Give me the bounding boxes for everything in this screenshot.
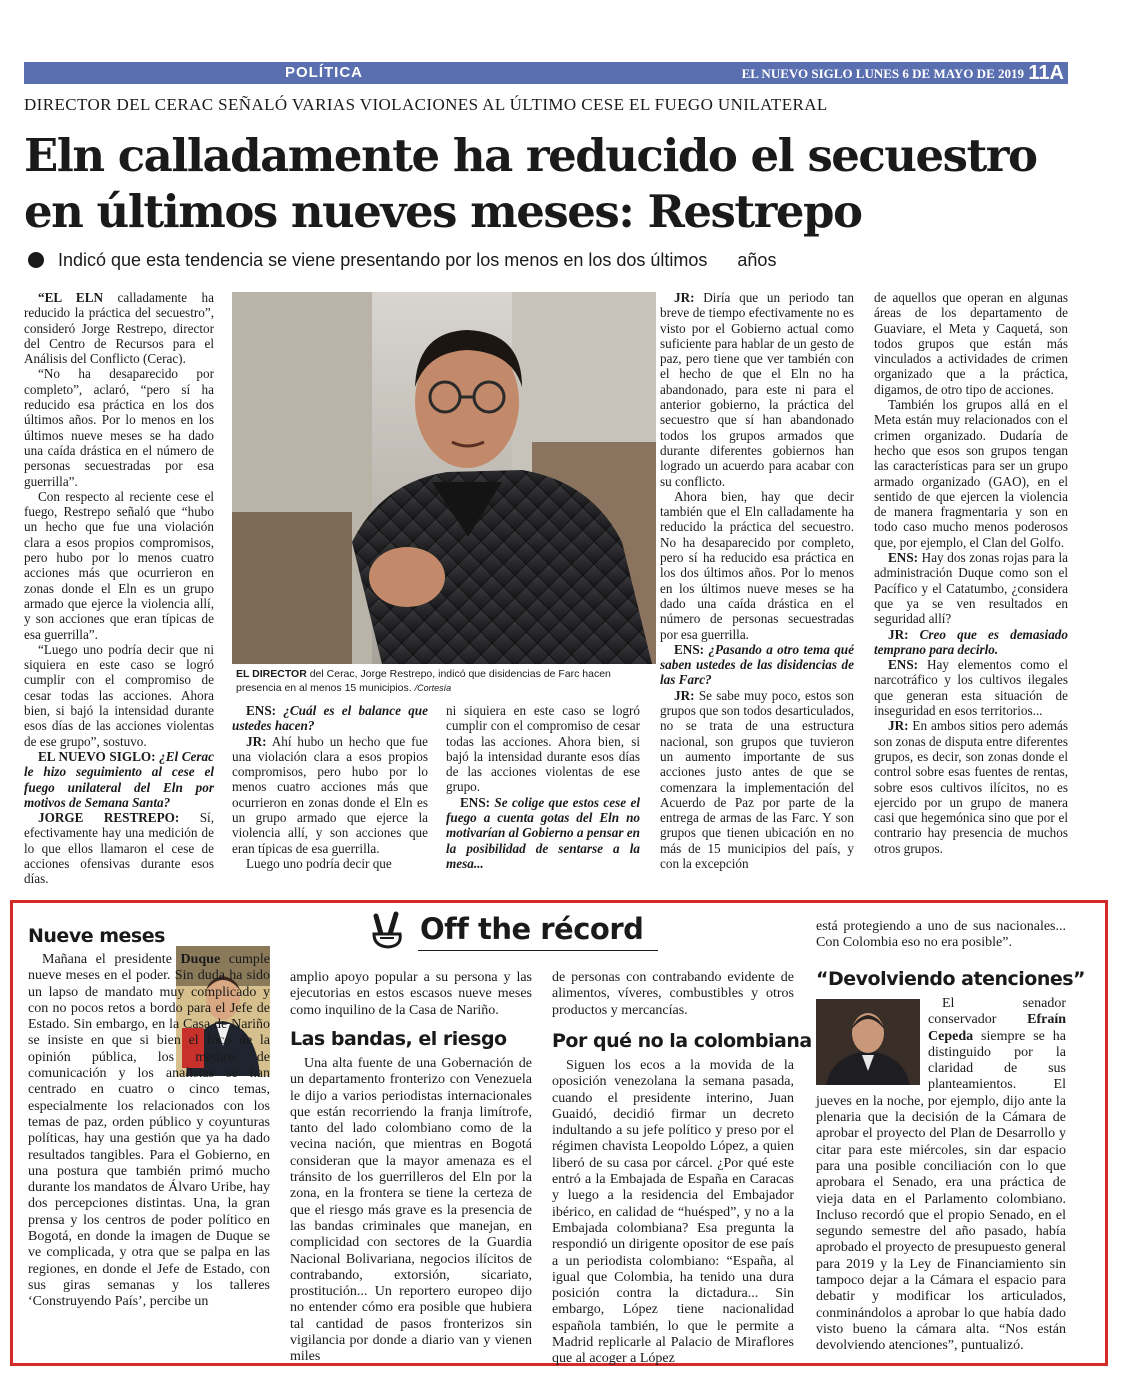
nueve-meses-heading: Nueve meses xyxy=(28,925,165,947)
speaker-tag: EL NUEVO SIGLO: xyxy=(38,748,156,764)
off-the-record-title: Off the récord xyxy=(420,912,644,946)
paragraph xyxy=(24,290,214,366)
speaker-tag: ENS: xyxy=(674,641,705,657)
question xyxy=(232,703,428,734)
bandas-heading: Las bandas, el riesgo xyxy=(290,1028,507,1050)
answer xyxy=(660,290,854,489)
speaker-tag: JORGE RESTREPO: xyxy=(38,810,180,826)
paragraph-text: El senador conservador xyxy=(928,996,1066,1028)
speaker-tag: JR: xyxy=(888,718,909,734)
speaker-tag: ENS: xyxy=(460,794,491,810)
question xyxy=(874,550,1068,626)
page-number: 11A xyxy=(1028,62,1064,84)
question-text: ¿El Cerac le hizo seguimiento al cese el fuego unilateral del Eln por motivos de Semana Santa? xyxy=(24,748,214,810)
answer-text: Ahí hubo un hecho que fue una violación clara a esos propios compromisos, pero hubo por lo menos cuatro acciones más que ocurrieron en zonas donde el Eln es un grupo armado que ejerce la violencia allí, y son acciones que eran típicas de esa guerrilla. xyxy=(232,733,428,856)
section-banner xyxy=(24,62,1068,84)
answer xyxy=(874,718,1068,856)
paragraph: Luego uno podría decir que xyxy=(246,855,392,871)
paragraph-text: Mañana el presidente xyxy=(42,952,181,967)
bandas-text xyxy=(290,1056,532,1365)
title-rule xyxy=(418,950,658,951)
article-headline: Eln calladamente ha reducido el secuestro en últimos nueves meses: Restrepo xyxy=(24,129,1037,238)
bandas-continued xyxy=(552,970,794,1020)
atenciones-text xyxy=(816,996,1066,1354)
speaker-tag: ENS: xyxy=(888,657,919,673)
colombiana-heading: Por qué no la colombiana xyxy=(552,1030,812,1052)
article-kicker: DIRECTOR DEL CERAC SEÑALÓ VARIAS VIOLACIONES AL ÚLTIMO CESE EL FUEGO UNILATERAL xyxy=(24,95,828,114)
article-column-2 xyxy=(232,703,428,879)
paragraph: de personas con contrabando evidente de alimentos, víveres, combustibles y otros productos y mercancías. xyxy=(552,970,794,1018)
speaker-tag: ENS: xyxy=(246,703,277,718)
article-column-5 xyxy=(874,290,1068,878)
article-lede xyxy=(28,250,776,271)
section-name: POLÍTICA xyxy=(285,64,363,81)
paragraph xyxy=(28,952,270,1311)
answer xyxy=(660,688,854,872)
answer xyxy=(874,627,1068,658)
question-text: ¿Cuál es el balance que ustedes hacen? xyxy=(232,703,428,734)
question xyxy=(24,749,214,810)
article-column-3 xyxy=(446,703,640,879)
answer-text: Diría que un periodo tan breve de tiempo efectivamente no es visto por el Gobierno actual como suficiente para hablar de un gesto de paz, pero tiene que ver también con el hecho de que el Eln no ha abandonado, para este ni para el anterior gobierno, la práctica del secuestro que sí han abandonado todos los grupos armados que durante diferentes gobiernos han logrado un acuerdo para acabar con su conflicto. xyxy=(660,290,854,489)
paragraph: Una alta fuente de una Gobernación de un departamento fronterizo con Venezuela le dijo a varios periodistas internacionales que están recorriendo la franja limítrofe, tanto del lado colombiano como de la vecina nación, que mientras en Bogotá consideran que la mayor amenaza es el tránsito de los guerrilleros del Eln por la zona, en la frontera se tiene la certeza de que el riesgo más grave es la presencia de las bandas criminales que manejan, en complicidad con sectores de la Guardia Nacional Bolivariana, negocios ilícitos de contrabando, extorsión, sicariato, prostitución... Un reportero europeo dijo no entender cómo era posible que hubiera tal cantidad de pasos fronterizos sin vigilancia por donde a diario van y vienen miles xyxy=(290,1056,532,1365)
photo-caption xyxy=(236,667,656,695)
paragraph-text: siempre se ha distinguido por la claridad de sus planteamientos. El jueves en la noche, por ejemplo, dijo ante la plenaria que la decisión de la Cámara de aprobar el proyecto del Plan de Desarrollo y citar para este miércoles, sin dar espacio para una posible conciliación con lo que aprobara el Senado, era una práctica de vieja data en el Parlamento colombiano. Incluso recordó que el propio Senado, en el segundo semestre del año pasado, había aprobado el proyecto de presupuesto general para 2019 y la Ley de Financiamiento sin tampoco dejar a la Cámara el espacio para debatir y modificar los articulados, conminándolos a aprobar lo que había dado visto bueno la cámara alta. “Nos están devolviendo atenciones”, puntualizó. xyxy=(816,1028,1066,1354)
question-text: Hay dos zonas rojas para la administración Duque como son el Pacífico y el Catatumbo, ¿considera que ya se ven resultados en seguridad allí? xyxy=(874,550,1068,627)
answer-text: En ambos sitios pero además son zonas de disputa entre diferentes grupos, es decir, son zonas donde el control sobre esas fuentes de rentas, sobre esos cultivos ilícitos, no es ejercido por un grupo de manera casi que hegemónica sino que por el contrario hay presencia de muchos otros grupos. xyxy=(874,718,1068,856)
answer-text: Sí, efectivamente hay una medición de lo que ellos llamaron el cese de acciones ofensivas durante esos días. xyxy=(24,810,215,887)
article-column-4 xyxy=(660,290,854,878)
paragraph-text: cumple nueve meses en el poder. Sin duda ha sido un lapso de mandato muy complicado y con no pocos retos a bordo para el Jefe de Estado. Sin embargo, en la Casa de Nariño se insiste en que si bien el foco de la opinión pública, los medios de comunicación y los analistas se han centrado en cuatro o cinco temas, especialmente los relacionados con los temas de paz, orden público y coyunturas políticas, hay una gestión que ya ha dado resultados tangibles. Para el Gobierno, en una postura que también primó mucho durante los mandatos de Álvaro Uribe, hay dos percepciones distintas. Una, la gran prensa y los centros de poder político en Bogotá, en donde la imagen de Duque se ve complicada, y otra que se palpa en las regiones, en donde el Jefe de Estado, con sus giras semanas y los talleres ‘Construyendo País’, percibe un xyxy=(28,952,270,1310)
speaker-tag: JR: xyxy=(888,626,909,642)
off-the-record-header xyxy=(366,910,666,950)
paragraph: ni siquiera en este caso se logró cumplir con el compromiso de cesar todas las acciones. Ahora bien, si bajó la intensidad durante esos días de las acciones violentas de ese grupo. xyxy=(446,703,640,795)
question-text: ¿Pasando a otro tema qué saben ustedes de las disidencias de las Farc? xyxy=(660,641,854,688)
paragraph: Siguen los ecos a la movida de la oposición venezolana la semana pasada, cuando el presidente interino, Juan Guaidó, decidió firmar un decreto indultando a su jefe político y preso por el régimen chavista Leopoldo López, a quien liberó de su casa por cárcel. ¿Por qué este entró a la Embajada de España en Caracas y luego a la residencia del Embajador ibérico, en calidad de “huésped”, y no a la Embajada colombiana? Esa pregunta la respondió un dirigente opositor de ese país a un periodista colombiano: “España, al igual que Colombia, ha tenido una dura posición contra la dictadura... Sin embargo, López tiene nacionalidad española también, lo que le permite a Madrid replicarle al Palacio de Miraflores que al acoger a López xyxy=(552,1058,794,1367)
caption-lead: EL DIRECTOR xyxy=(236,668,307,680)
caption-text: del Cerac, Jorge Restrepo, indicó que disidencias de Farc hacen presencia en al menos 15 municipios. xyxy=(236,668,611,694)
person-name: Duque xyxy=(180,952,221,967)
answer xyxy=(24,810,214,886)
bullet-icon xyxy=(28,252,44,268)
portrait-illustration xyxy=(232,292,656,664)
photo-jorge-restrepo xyxy=(232,292,656,664)
speaker-tag: ENS: xyxy=(888,550,919,566)
answer-text: Se sabe muy poco, estos son grupos que son todos desarticulados, no se trata de una estructura nacional, son grupos que tuvieron un aumento importante de sus acciones justo antes de que se comenzara la implementación del Acuerdo de Paz por parte de la entrega de armas de las Farc. Y son grupos que tienen ubicación en no más de 15 municipios del país, y con la excepción xyxy=(660,687,854,871)
peace-hand-icon xyxy=(366,910,410,950)
paragraph: de aquellos que operan en algunas áreas de los departamento de Guaviare, el Meta y Caquetá, son todos grupos que están más vinculados a actividades de crimen organizado que a la práctica, digamos, de otro tipo de acciones. xyxy=(874,290,1068,397)
answer xyxy=(232,734,428,856)
paragraph: “Luego uno podría decir que ni siquiera en este caso se logró cumplir con el compromiso de cesar todas las acciones. Ahora bien, si bajó la intensidad durante esos días de las acciones violentas de ese grupo”, sostuvo. xyxy=(24,641,214,749)
question xyxy=(874,657,1068,718)
photo-float-spacer xyxy=(816,996,928,1090)
paragraph: está protegiendo a uno de sus nacionales... Con Colombia eso no era posible”. xyxy=(816,919,1066,951)
masthead-date: EL NUEVO SIGLO LUNES 6 DE MAYO DE 2019 xyxy=(741,66,1024,81)
question xyxy=(446,795,640,871)
paragraph: “No ha desaparecido por completo”, aclaró, “pero sí ha reducido esa práctica en los dos últimos años. Por lo menos en los últimos nueve meses se ha dado una caída drástica en el número de personas secuestradas por esa guerrilla”. xyxy=(24,366,214,489)
speaker-tag: JR: xyxy=(674,687,695,703)
colombiana-continued xyxy=(816,919,1066,955)
article-column-1 xyxy=(24,290,215,887)
paragraph-text: calladamente ha reducido la práctica del secuestro”, consideró Jorge Restrepo, director del Centro de Recursos para el Análisis del Conflicto (Cerac). xyxy=(24,290,214,367)
speaker-tag: JR: xyxy=(674,290,695,305)
photo-credit: /Cortesía xyxy=(414,683,452,693)
answer-text: Creo que es demasiado temprano para decirlo. xyxy=(874,626,1068,657)
person-name: Efraín Cepeda xyxy=(928,1012,1066,1044)
paragraph: Ahora bien, hay que decir también que el Eln calladamente ha reducido la práctica del secuestro. No ha desaparecido por completo, pero sí ha reducido esa práctica en los dos últimos años. Por lo menos en los últimos nueve meses se ha dado una caída drástica en el número de personas secuestradas por esa guerrilla. xyxy=(660,488,854,642)
question-text: Se colige que estos cese el fuego a cuenta gotas del Eln no motivarían al Gobierno a pensar en la posibilidad de sentarse a la mesa... xyxy=(446,794,640,871)
lede-text: Indicó que esta tendencia se viene presentando por los menos en los dos últimos años xyxy=(58,250,777,270)
speaker-tag: JR: xyxy=(246,733,267,749)
question xyxy=(660,642,854,688)
lead-in: “EL ELN xyxy=(38,290,104,305)
atenciones-heading: “Devolviendo atenciones” xyxy=(816,968,1086,990)
paragraph: También los grupos allá en el Meta están muy relacionados con el crimen organizado. Dudaría de hecho que esos son grupos tengan las características para ser un grupo armado organizado (GAO), en el sentido de que ejercen la violencia de manera fragmentaria y son en todo caso mucho menos poderosos que, por ejemplo, el Clan del Golfo. xyxy=(874,397,1068,550)
question-text: Hay elementos como el narcotráfico y los cultivos ilegales que generan esta situación de inseguridad en esos territorios... xyxy=(874,657,1068,719)
paragraph: amplio apoyo popular a su persona y las ejecutorias en estos escasos nueve meses como inquilino de la Casa de Nariño. xyxy=(290,970,532,1018)
nueve-meses-continued xyxy=(290,970,532,1020)
nueve-meses-text xyxy=(28,952,270,1342)
paragraph: Con respecto al reciente cese el fuego, Restrepo señaló que “hubo un hecho que fue una violación clara a esos propios compromisos, pero hubo por lo menos cuatro acciones más que ocurrieron en zonas donde el Eln es un grupo armado que ejerce la violencia allí, y son acciones que eran típicas de esa guerrilla”. xyxy=(24,488,214,642)
colombiana-text xyxy=(552,1058,794,1367)
